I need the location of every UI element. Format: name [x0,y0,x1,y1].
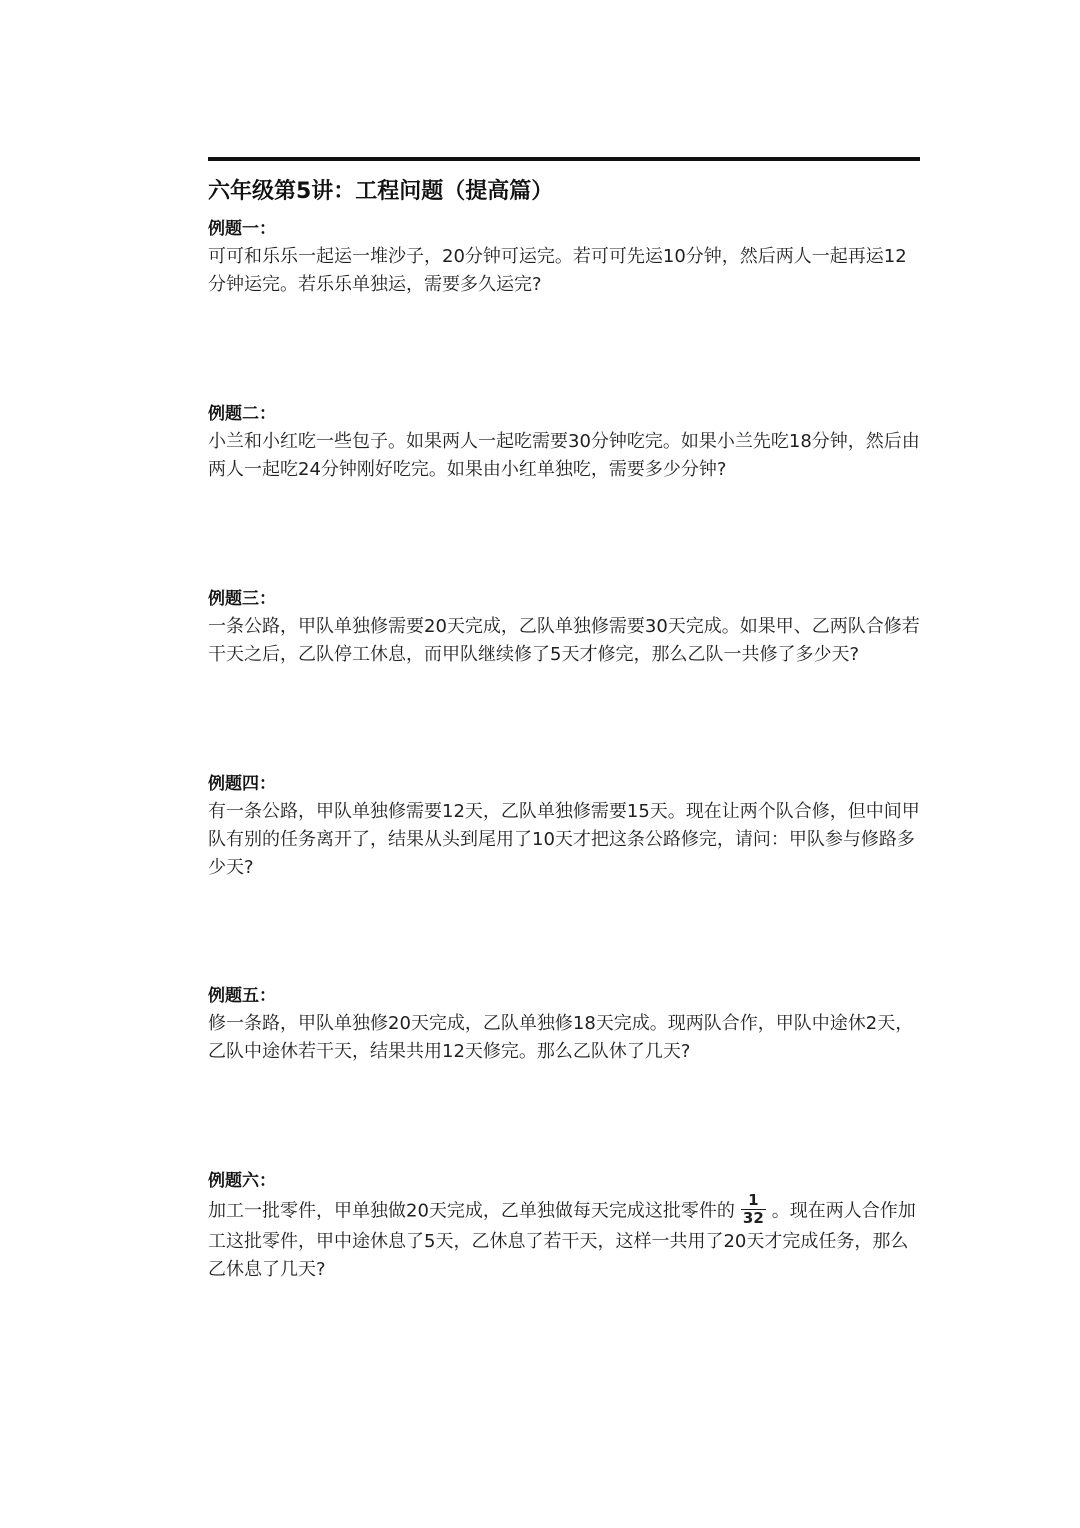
problem-5 [208,984,920,1066]
document-title: 六年级第5讲：工程问题（提高篇） [208,179,554,204]
problem-label: 例题一： [208,219,276,239]
fraction-numerator: 1 [741,1193,766,1210]
header-rule [208,157,920,161]
problem-2 [208,402,920,484]
problem-3 [208,587,920,669]
problem-4 [208,772,920,882]
problem-text: 小兰和小红吃一些包子。如果两人一起吃需要30分钟吃完。如果小兰先吃18分钟，然后由两人一起吃24分钟刚好吃完。如果由小红单独吃，需要多少分钟? [208,431,920,480]
problem-label: 例题二： [208,404,276,424]
problem-text: 修一条路，甲队单独修20天完成，乙队单独修18天完成。现两队合作，甲队中途休2天，乙队中途休若干天，结果共用12天修完。那么乙队休了几天? [208,1013,914,1062]
fraction-denominator: 32 [742,1209,764,1227]
problem-text: 有一条公路，甲队单独修需要12天，乙队单独修需要15天。现在让两个队合修，但中间甲队有别的任务离开了，结果从头到尾用了10天才把这条公路修完，请问：甲队参与修路多少天? [208,801,920,878]
problem-label: 例题六： [208,1171,276,1191]
problem-text: 可可和乐乐一起运一堆沙子，20分钟可运完。若可可先运10分钟，然后两人一起再运12分钟运完。若乐乐单独运，需要多久运完? [208,246,907,295]
problem-text: 一条公路，甲队单独修需要20天完成，乙队单独修需要30天完成。如果甲、乙两队合修若干天之后，乙队停工休息，而甲队继续修了5天才修完，那么乙队一共修了多少天? [208,616,920,665]
problem-text [208,1191,920,1284]
problem-label: 例题三： [208,589,276,609]
problem-text-before: 加工一批零件，甲单独做20天完成，乙单独做每天完成这批零件的 [208,1200,735,1222]
problem-label: 例题四： [208,774,276,794]
problem-label: 例题五： [208,986,276,1006]
problem-6 [208,1169,920,1284]
fraction [741,1193,766,1226]
problem-1 [208,217,920,299]
problem-text-after: 。现在两人合作加工这批零件，甲中途休息了5天，乙休息了若干天，这样一共用了20天才完成任务，那么乙休息了几天? [208,1200,916,1280]
